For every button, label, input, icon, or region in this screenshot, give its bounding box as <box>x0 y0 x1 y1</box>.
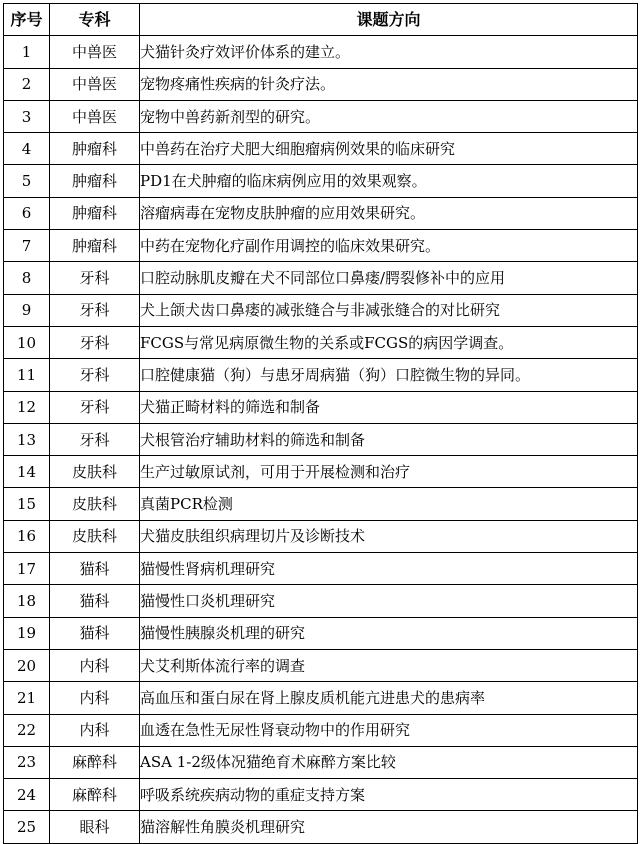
table-row <box>4 133 638 165</box>
header-number: 序号 <box>4 4 50 36</box>
row-number: 24 <box>4 779 50 811</box>
row-topic: 宠物中兽药新剂型的研究。 <box>140 100 638 132</box>
row-number: 2 <box>4 68 50 100</box>
row-department: 麻醉科 <box>50 746 140 778</box>
row-department: 肿瘤科 <box>50 230 140 262</box>
row-number: 1 <box>4 36 50 68</box>
row-department: 牙科 <box>50 359 140 391</box>
row-number: 10 <box>4 326 50 358</box>
table-row <box>4 230 638 262</box>
table-row <box>4 488 638 520</box>
row-department: 肿瘤科 <box>50 133 140 165</box>
row-topic: 血透在急性无尿性肾衰动物中的作用研究 <box>140 714 638 746</box>
row-topic: 中药在宠物化疗副作用调控的临床效果研究。 <box>140 230 638 262</box>
row-number: 7 <box>4 230 50 262</box>
row-number: 17 <box>4 553 50 585</box>
row-number: 14 <box>4 456 50 488</box>
row-department: 皮肤科 <box>50 488 140 520</box>
row-department: 眼科 <box>50 811 140 843</box>
row-topic: 呼吸系统疾病动物的重症支持方案 <box>140 779 638 811</box>
row-topic: 溶瘤病毒在宠物皮肤肿瘤的应用效果研究。 <box>140 197 638 229</box>
row-number: 9 <box>4 294 50 326</box>
table-body <box>4 36 638 843</box>
row-topic: 宠物疼痛性疾病的针灸疗法。 <box>140 68 638 100</box>
row-number: 16 <box>4 520 50 552</box>
row-department: 牙科 <box>50 391 140 423</box>
row-department: 皮肤科 <box>50 520 140 552</box>
table-row <box>4 456 638 488</box>
table-row <box>4 585 638 617</box>
row-number: 11 <box>4 359 50 391</box>
row-topic: 犬上颌犬齿口鼻瘘的减张缝合与非减张缝合的对比研究 <box>140 294 638 326</box>
row-number: 12 <box>4 391 50 423</box>
row-number: 6 <box>4 197 50 229</box>
row-topic: FCGS与常见病原微生物的关系或FCGS的病因学调查。 <box>140 326 638 358</box>
row-number: 13 <box>4 423 50 455</box>
row-number: 22 <box>4 714 50 746</box>
row-topic: 犬艾利斯体流行率的调查 <box>140 649 638 681</box>
row-department: 麻醉科 <box>50 779 140 811</box>
row-department: 中兽医 <box>50 100 140 132</box>
row-number: 18 <box>4 585 50 617</box>
table-row <box>4 682 638 714</box>
row-topic: 犬猫正畸材料的筛选和制备 <box>140 391 638 423</box>
table-row <box>4 294 638 326</box>
row-topic: 口腔健康猫（狗）与患牙周病猫（狗）口腔微生物的异同。 <box>140 359 638 391</box>
row-department: 中兽医 <box>50 36 140 68</box>
row-number: 20 <box>4 649 50 681</box>
row-topic: 猫慢性肾病机理研究 <box>140 553 638 585</box>
row-topic: ASA 1-2级体况猫绝育术麻醉方案比较 <box>140 746 638 778</box>
table-row <box>4 779 638 811</box>
table-row <box>4 68 638 100</box>
row-department: 猫科 <box>50 553 140 585</box>
research-topics-table <box>3 3 638 844</box>
row-topic: 真菌PCR检测 <box>140 488 638 520</box>
table-row <box>4 714 638 746</box>
row-topic: 犬猫皮肤组织病理切片及诊断技术 <box>140 520 638 552</box>
row-department: 内科 <box>50 649 140 681</box>
row-number: 15 <box>4 488 50 520</box>
table-row <box>4 423 638 455</box>
row-department: 牙科 <box>50 423 140 455</box>
row-topic: 犬猫针灸疗效评价体系的建立。 <box>140 36 638 68</box>
table-row <box>4 359 638 391</box>
row-department: 牙科 <box>50 262 140 294</box>
row-topic: 中兽药在治疗犬肥大细胞瘤病例效果的临床研究 <box>140 133 638 165</box>
row-topic: 犬根管治疗辅助材料的筛选和制备 <box>140 423 638 455</box>
row-department: 内科 <box>50 682 140 714</box>
row-topic: 猫慢性口炎机理研究 <box>140 585 638 617</box>
header-topic: 课题方向 <box>140 4 638 36</box>
table-row <box>4 553 638 585</box>
row-number: 5 <box>4 165 50 197</box>
table-row <box>4 811 638 843</box>
row-department: 中兽医 <box>50 68 140 100</box>
table-row <box>4 165 638 197</box>
row-topic: 高血压和蛋白尿在肾上腺皮质机能亢进患犬的患病率 <box>140 682 638 714</box>
table-row <box>4 617 638 649</box>
table-header-row <box>4 4 638 36</box>
row-department: 牙科 <box>50 326 140 358</box>
table-row <box>4 746 638 778</box>
row-department: 皮肤科 <box>50 456 140 488</box>
row-topic: PD1在犬肿瘤的临床病例应用的效果观察。 <box>140 165 638 197</box>
row-department: 肿瘤科 <box>50 197 140 229</box>
row-topic: 口腔动脉肌皮瓣在犬不同部位口鼻瘘/腭裂修补中的应用 <box>140 262 638 294</box>
row-number: 25 <box>4 811 50 843</box>
row-department: 肿瘤科 <box>50 165 140 197</box>
table-row <box>4 520 638 552</box>
table-row <box>4 262 638 294</box>
header-department: 专科 <box>50 4 140 36</box>
row-topic: 生产过敏原试剂，可用于开展检测和治疗 <box>140 456 638 488</box>
table-row <box>4 649 638 681</box>
row-number: 3 <box>4 100 50 132</box>
row-topic: 猫慢性胰腺炎机理的研究 <box>140 617 638 649</box>
row-department: 猫科 <box>50 585 140 617</box>
table-row <box>4 100 638 132</box>
row-number: 8 <box>4 262 50 294</box>
row-department: 猫科 <box>50 617 140 649</box>
row-number: 4 <box>4 133 50 165</box>
row-number: 19 <box>4 617 50 649</box>
row-topic: 猫溶解性角膜炎机理研究 <box>140 811 638 843</box>
row-department: 牙科 <box>50 294 140 326</box>
row-number: 21 <box>4 682 50 714</box>
table-row <box>4 391 638 423</box>
table-row <box>4 326 638 358</box>
row-department: 内科 <box>50 714 140 746</box>
row-number: 23 <box>4 746 50 778</box>
table-row <box>4 197 638 229</box>
table-row <box>4 36 638 68</box>
